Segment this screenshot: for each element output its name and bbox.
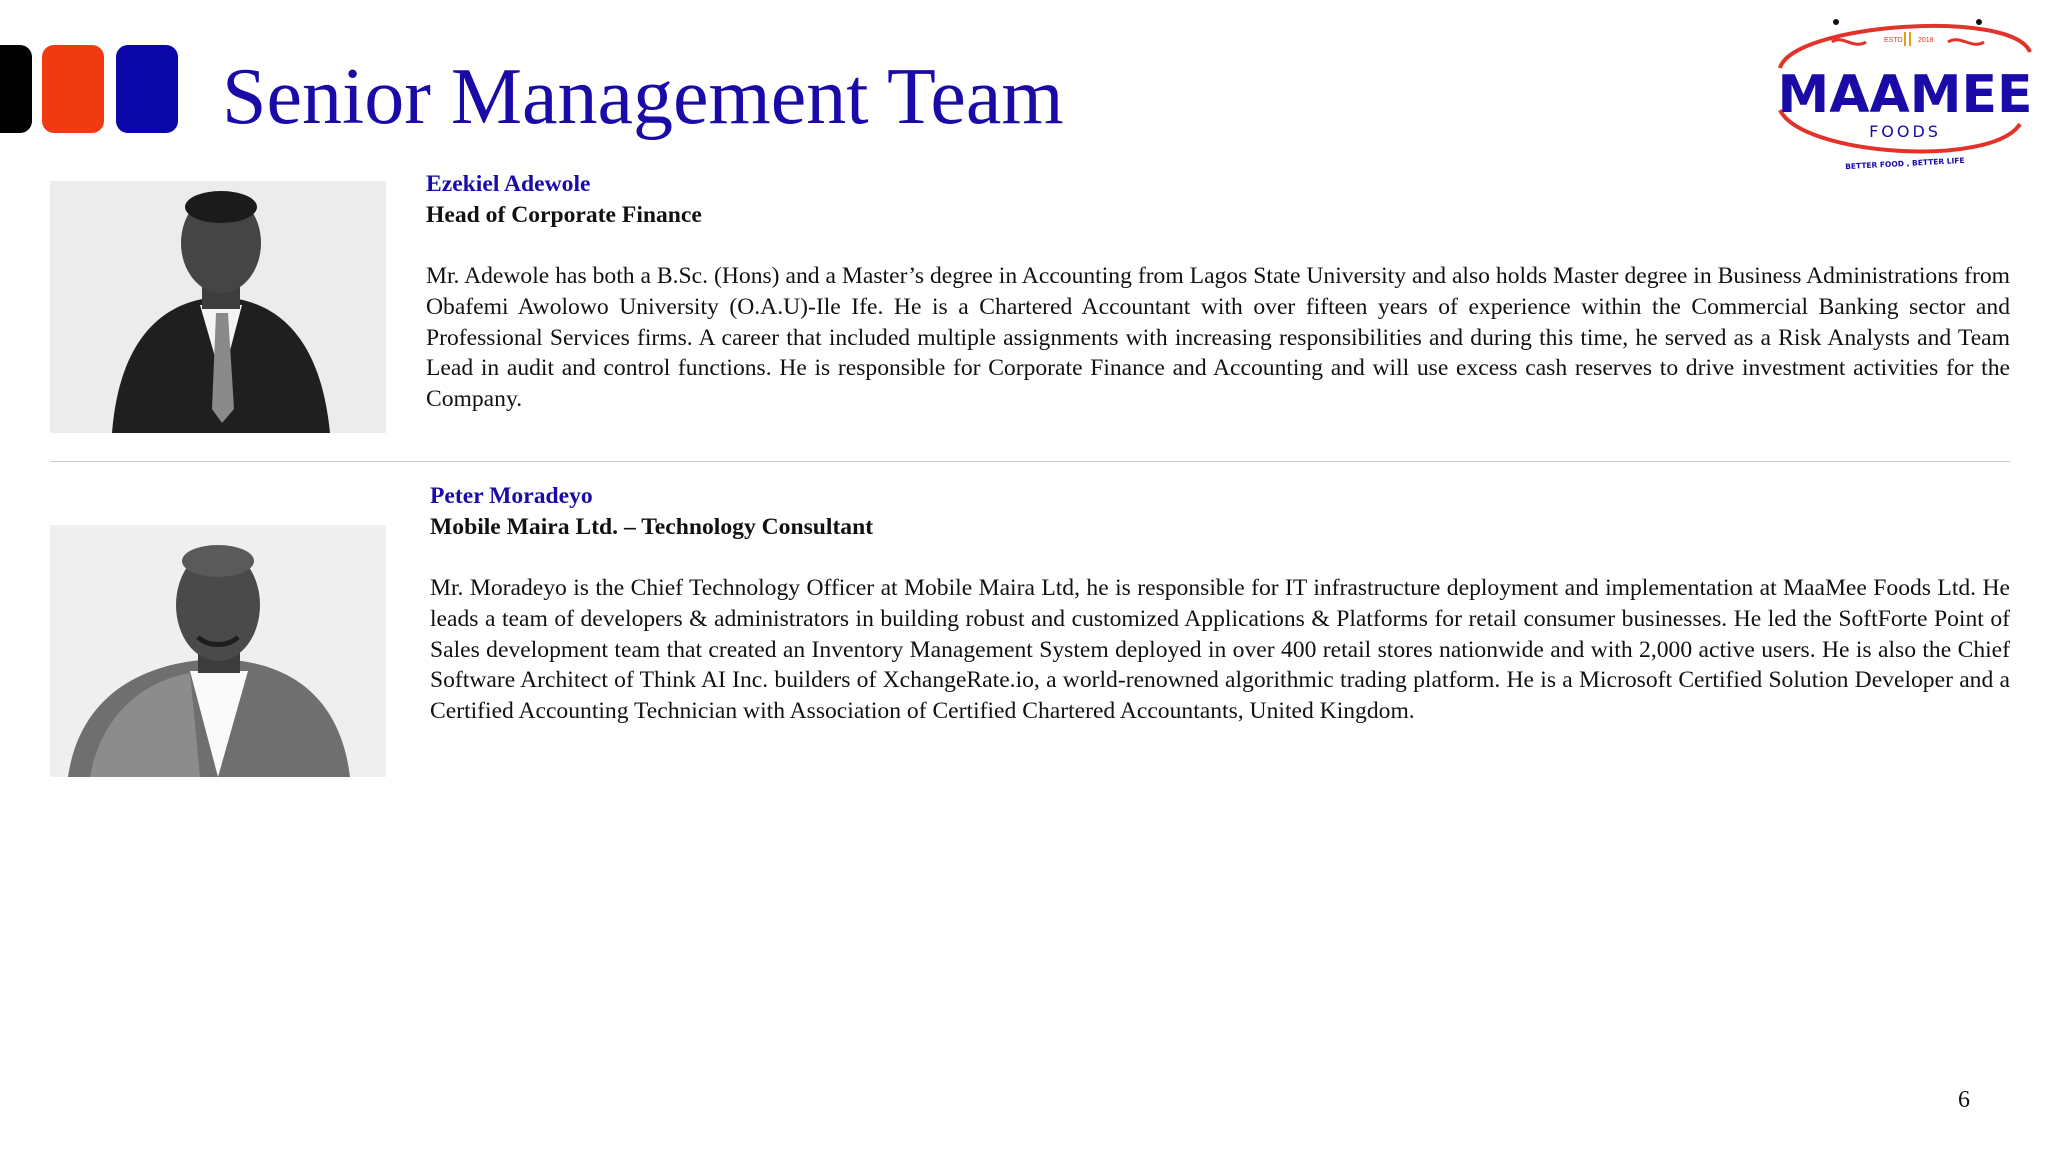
logo-fork-icon <box>1904 32 1906 46</box>
logo-tagline: BETTER FOOD , BETTER LIFE <box>1844 155 1965 172</box>
team-member-photo <box>50 181 386 433</box>
maamee-foods-logo <box>1762 6 2048 172</box>
logo-estd-left: ESTD <box>1884 37 1903 44</box>
accent-block-black <box>0 45 32 133</box>
team-member-text <box>430 481 2010 727</box>
accent-block-blue <box>116 45 178 133</box>
logo-spoon-icon <box>1909 32 1911 46</box>
team-member-card <box>50 169 2010 449</box>
person-portrait-icon <box>50 181 386 433</box>
team-member-role: Mobile Maira Ltd. – Technology Consultant <box>430 513 874 540</box>
logo-sub-text: FOODS <box>1869 122 1941 141</box>
accent-block-red <box>42 45 104 133</box>
team-member-role: Head of Corporate Finance <box>426 201 702 228</box>
team-member-photo <box>50 525 386 777</box>
logo-graphic <box>1762 6 2048 172</box>
team-member-text <box>426 169 2010 415</box>
team-member-card <box>50 481 2010 781</box>
page-number: 6 <box>1958 1087 1970 1113</box>
team-member-name: Ezekiel Adewole <box>426 171 591 197</box>
logo-estd-right: 2018 <box>1918 37 1934 44</box>
logo-brand-text: MAAMEE <box>1777 65 2033 125</box>
logo-swirl-right <box>1948 40 1984 45</box>
team-member-bio: Mr. Adewole has both a B.Sc. (Hons) and a Master’s degree in Accounting from Lagos State University and also holds Master degree in Business Administrations from Obafemi Awolowo University (O.A.U)-Ile Ife. He is a Chartered Accountant with over fifteen years of experience within the Commercial Banking sector and Professional Services firms. A career that included multiple assignments with increasing responsibilities and during this time, he served as a Risk Analysts and Team Lead in audit and control functions. He is responsible for Corporate Finance and Accounting and will use excess cash reserves to drive investment activities for the Company. <box>426 263 2010 412</box>
team-member-name: Peter Moradeyo <box>430 483 593 509</box>
team-member-bio: Mr. Moradeyo is the Chief Technology Officer at Mobile Maira Ltd, he is responsible for IT infrastructure deployment and implementation at MaaMee Foods Ltd. He leads a team of developers & administrators in building robust and customized Applications & Platforms for retail consumer businesses. He led the SoftForte Point of Sales development team that created an Inventory Management System deployed in over 400 retail stores nationwide and with 2,000 active users. He is also the Chief Software Architect of Think AI Inc. builders of XchangeRate.io, a world-renowned algorithmic trading platform. He is a Microsoft Certified Solution Developer and a Certified Accounting Technician with Association of Certified Chartered Accountants, United Kingdom. <box>430 575 2010 724</box>
logo-dot-left <box>1833 19 1839 25</box>
section-divider <box>50 461 2010 462</box>
logo-dot-right <box>1976 19 1982 25</box>
person-portrait-icon <box>50 525 386 777</box>
logo-swirl-left <box>1832 40 1866 45</box>
page-title: Senior Management Team <box>222 53 1064 141</box>
